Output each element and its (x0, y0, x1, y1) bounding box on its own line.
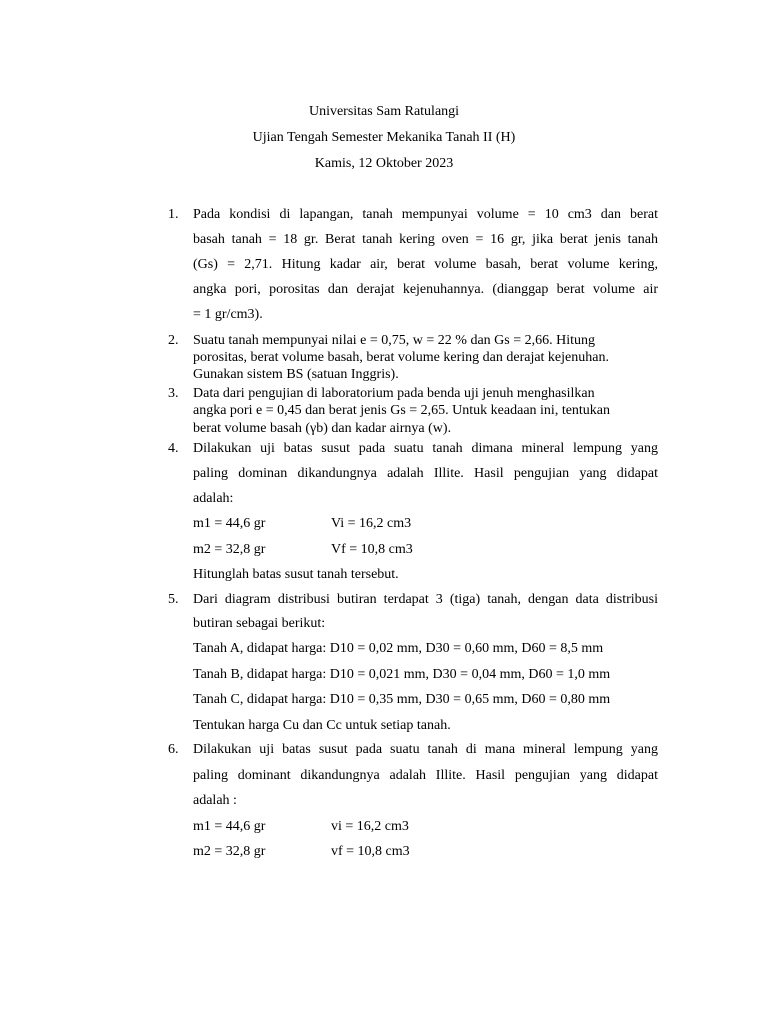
question-line: paling dominant dikandungnya adalah Illite. Hasil pengujian yang didapat (193, 768, 658, 783)
data-row-right: Vi = 16,2 cm3 (331, 516, 412, 531)
question-line: adalah: (193, 491, 234, 506)
question-line: Suatu tanah mempunyai nilai e = 0,75, w = 22 % dan Gs = 2,66. Hitung (193, 333, 596, 348)
question-line: Data dari pengujian di laboratorium pada benda uji jenuh menghasilkan (193, 386, 595, 401)
question-line: Pada kondisi di lapangan, tanah mempunyai volume = 10 cm3 dan berat (193, 207, 658, 222)
question-number: 1. (168, 207, 179, 222)
question-line: berat volume basah (γb) dan kadar airnya (w). (193, 421, 452, 436)
question-line: butiran sebagai berikut: (193, 616, 326, 631)
question-number: 2. (168, 333, 179, 348)
question-line: (Gs) = 2,71. Hitung kadar air, berat volume basah, berat volume kering, (193, 257, 658, 272)
question-line: Dilakukan uji batas susut pada suatu tanah dimana mineral lempung yang (193, 441, 658, 456)
data-row-right: vf = 10,8 cm3 (331, 844, 410, 859)
question-number: 3. (168, 386, 179, 401)
question-line: adalah : (193, 793, 237, 808)
question-line: angka pori e = 0,45 dan berat jenis Gs = 2,65. Untuk keadaan ini, tentukan (193, 403, 611, 418)
exam-title: Ujian Tengah Semester Mekanika Tanah II (H) (252, 130, 516, 145)
question-line: Tanah B, didapat harga: D10 = 0,021 mm, D30 = 0,04 mm, D60 = 1,0 mm (193, 667, 611, 682)
data-row-left: m2 = 32,8 gr (193, 542, 266, 557)
question-line: Tentukan harga Cu dan Cc untuk setiap tanah. (193, 718, 451, 733)
question-line: Gunakan sistem BS (satuan Inggris). (193, 367, 399, 382)
question-number: 6. (168, 742, 179, 757)
question-line: Dari diagram distribusi butiran terdapat 3 (tiga) tanah, dengan data distribusi (193, 592, 658, 607)
question-line: porositas, berat volume basah, berat volume kering dan derajat kejenuhan. (193, 350, 609, 365)
data-row-left: m2 = 32,8 gr (193, 844, 266, 859)
question-number: 4. (168, 441, 179, 456)
data-row-left: m1 = 44,6 gr (193, 516, 266, 531)
question-line: Tanah A, didapat harga: D10 = 0,02 mm, D30 = 0,60 mm, D60 = 8,5 mm (193, 641, 604, 656)
question-line: Dilakukan uji batas susut pada suatu tanah di mana mineral lempung yang (193, 742, 658, 757)
question-line: = 1 gr/cm3). (193, 307, 263, 322)
question-line: basah tanah = 18 gr. Berat tanah kering oven = 16 gr, jika berat jenis tanah (193, 232, 658, 247)
question-line: paling dominan dikandungnya adalah Illite. Hasil pengujian yang didapat (193, 466, 658, 481)
question-line: angka pori, porositas dan derajat kejenuhannya. (dianggap berat volume air (193, 282, 658, 297)
question-closing: Hitunglah batas susut tanah tersebut. (193, 567, 399, 582)
exam-date: Kamis, 12 Oktober 2023 (314, 156, 454, 171)
data-row-left: m1 = 44,6 gr (193, 819, 266, 834)
question-line: Tanah C, didapat harga: D10 = 0,35 mm, D30 = 0,65 mm, D60 = 0,80 mm (193, 692, 611, 707)
data-row-right: Vf = 10,8 cm3 (331, 542, 413, 557)
question-number: 5. (168, 592, 179, 607)
data-row-right: vi = 16,2 cm3 (331, 819, 409, 834)
university-name: Universitas Sam Ratulangi (308, 104, 460, 119)
